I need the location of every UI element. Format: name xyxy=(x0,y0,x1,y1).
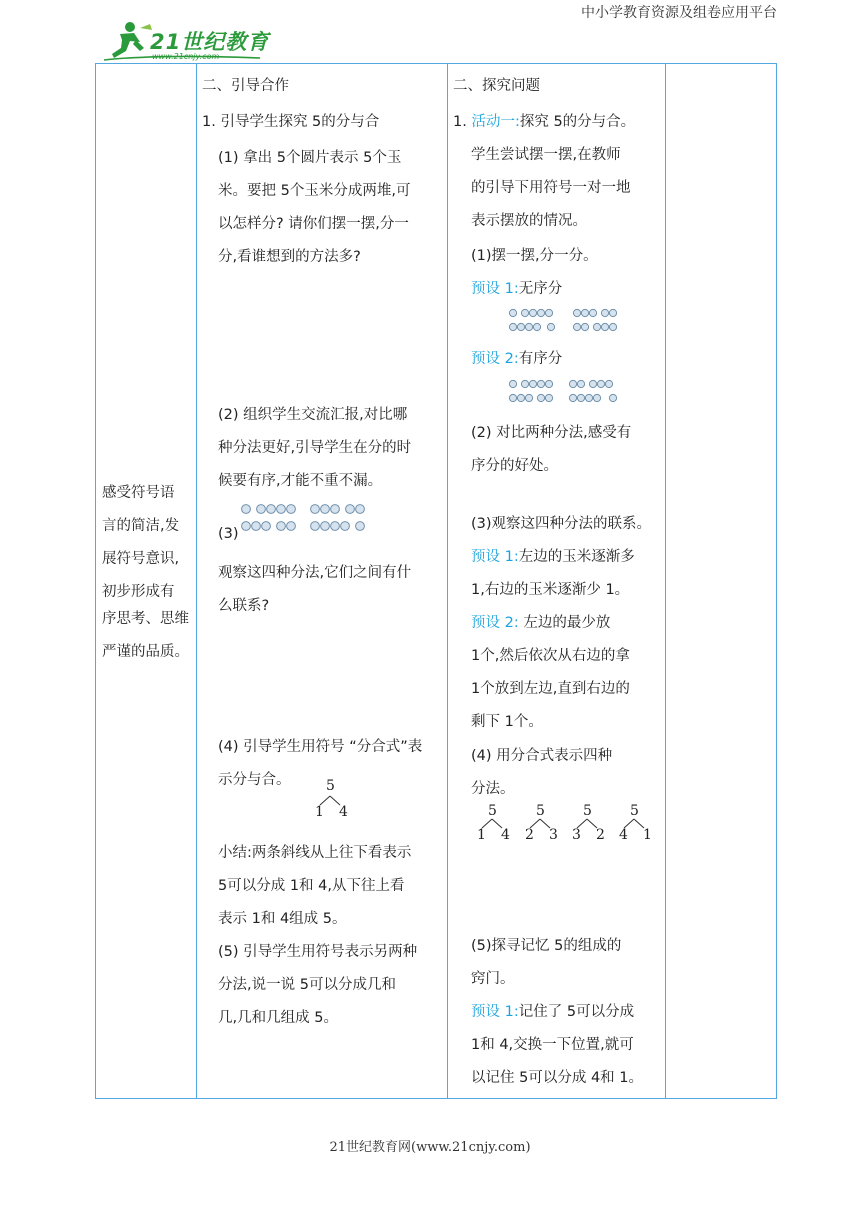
activity-label: 活动一: xyxy=(471,114,520,130)
preset-label: 预设 2: xyxy=(471,351,519,367)
tree-right: 4 xyxy=(339,804,348,820)
step3-label: (3) xyxy=(218,526,239,542)
tree-top: 5 xyxy=(326,778,335,794)
footer-text: 21世纪教育网(www.21cnjy.com) xyxy=(329,1140,531,1155)
question5-line: 窍门。 xyxy=(471,971,515,987)
preset2-line xyxy=(471,343,562,376)
split-tree xyxy=(312,778,352,824)
logo-url: www.21cnjy.com xyxy=(152,52,220,61)
tree-left: 1 xyxy=(477,827,486,843)
table-bottom-border xyxy=(95,1098,777,1099)
activity-text: 探究 5的分与合。 xyxy=(519,114,636,130)
tree-top: 5 xyxy=(583,803,592,819)
activity-num: 1. xyxy=(453,114,467,130)
table-top-border xyxy=(95,63,777,64)
preset-line: 1个,然后依次从右边的拿 xyxy=(471,648,630,664)
question4-line: 分法。 xyxy=(471,781,515,797)
tree-right: 2 xyxy=(596,827,605,843)
step2-line: (2) 组织学生交流汇报,对比哪 xyxy=(218,407,408,423)
preset-text: 有序分 xyxy=(518,351,563,367)
preset-label: 预设 2: xyxy=(471,615,519,631)
tree-right: 3 xyxy=(549,827,558,843)
step2-line: 种分法更好,引导学生在分的时 xyxy=(218,440,412,456)
intro-line: 的引导下用符号一对一地 xyxy=(471,180,631,196)
step3-line: 观察这四种分法,它们之间有什 xyxy=(218,565,412,581)
goal-line: 言的简洁,发 xyxy=(102,518,180,534)
step1-line: 分,看谁想到的方法多? xyxy=(218,249,361,265)
preset-line: 1,右边的玉米逐渐少 1。 xyxy=(471,582,630,598)
question2-line: 序分的好处。 xyxy=(471,458,558,474)
ordered-circles-illustration xyxy=(505,377,625,407)
preset-label: 预设 1: xyxy=(471,281,519,297)
step5-line: (5) 引导学生用符号表示另两种 xyxy=(218,944,418,960)
preset-line xyxy=(471,996,634,1029)
section-heading: 二、探究问题 xyxy=(453,78,540,94)
summary-line: 表示 1和 4组成 5。 xyxy=(218,911,347,927)
goal-line: 感受符号语 xyxy=(102,485,175,501)
logo-text: 21世纪教育 xyxy=(150,30,270,54)
tree-top: 5 xyxy=(630,803,639,819)
step5-line: 几,几和几组成 5。 xyxy=(218,1010,338,1026)
table-col-border xyxy=(95,63,96,1099)
step1-line: 米。要把 5个玉米分成两堆,可 xyxy=(218,183,411,199)
question3: (3)观察这四种分法的联系。 xyxy=(471,516,652,532)
preset-line: 1个放到左边,直到右边的 xyxy=(471,681,630,697)
preset-label: 预设 1: xyxy=(471,1004,519,1020)
preset-line: 以记住 5可以分成 4和 1。 xyxy=(471,1070,644,1086)
tree-right: 4 xyxy=(501,827,510,843)
tree-left: 2 xyxy=(525,827,534,843)
table-col-border xyxy=(665,63,666,1099)
question4-line: (4) 用分合式表示四种 xyxy=(471,748,613,764)
step2-line: 候要有序,才能不重不漏。 xyxy=(218,473,383,489)
tree-top: 5 xyxy=(488,803,497,819)
split-tree xyxy=(474,803,514,847)
table-col-border xyxy=(196,63,197,1099)
tree-right: 1 xyxy=(643,827,652,843)
table-col-border xyxy=(776,63,777,1099)
section-heading: 二、引导合作 xyxy=(202,78,289,94)
unordered-circles-illustration xyxy=(505,306,625,336)
question1: (1)摆一摆,分一分。 xyxy=(471,248,598,264)
tree-top: 5 xyxy=(536,803,545,819)
intro-line: 表示摆放的情况。 xyxy=(471,213,587,229)
preset-line xyxy=(471,541,635,574)
preset-text: 左边的玉米逐渐多 xyxy=(518,549,635,565)
preset-text: 左边的最少放 xyxy=(518,615,611,631)
preset-text: 无序分 xyxy=(518,281,563,297)
preset-line: 1和 4,交换一下位置,就可 xyxy=(471,1037,634,1053)
step1-line: (1) 拿出 5个圆片表示 5个玉 xyxy=(218,150,402,166)
step5-line: 分法,说一说 5可以分成几和 xyxy=(218,977,396,993)
step4-line: (4) 引导学生用符号 “分合式”表 xyxy=(218,739,423,755)
tree-left: 1 xyxy=(315,804,324,820)
preset-text: 记住了 5可以分成 xyxy=(518,1004,635,1020)
preset-line: 剩下 1个。 xyxy=(471,714,543,730)
table-col-border xyxy=(447,63,448,1099)
split-tree xyxy=(522,803,562,847)
preset-line xyxy=(471,607,610,640)
item-title: 1. 引导学生探究 5的分与合 xyxy=(202,114,380,130)
goal-line: 序思考、思维 xyxy=(102,611,189,627)
split-tree xyxy=(616,803,656,847)
split-tree xyxy=(569,803,609,847)
preset1-line xyxy=(471,273,562,306)
tree-left: 3 xyxy=(572,827,581,843)
question2-line: (2) 对比两种分法,感受有 xyxy=(471,425,632,441)
goal-line: 展符号意识, xyxy=(102,551,180,567)
preset-label: 预设 1: xyxy=(471,549,519,565)
summary-line: 5可以分成 1和 4,从下往上看 xyxy=(218,878,405,894)
question5-line: (5)探寻记忆 5的组成的 xyxy=(471,938,622,954)
platform-title: 中小学教育资源及组卷应用平台 xyxy=(581,5,777,21)
intro-line: 学生尝试摆一摆,在教师 xyxy=(471,147,621,163)
step4-line: 示分与合。 xyxy=(218,772,291,788)
step3-line: 么联系? xyxy=(218,598,270,614)
circle-groups-illustration xyxy=(238,500,388,536)
tree-left: 4 xyxy=(619,827,628,843)
step1-line: 以怎样分? 请你们摆一摆,分一 xyxy=(218,216,409,232)
goal-line: 严谨的品质。 xyxy=(102,644,189,660)
goal-line: 初步形成有 xyxy=(102,584,175,600)
summary-line: 小结:两条斜线从上往下看表示 xyxy=(218,845,412,861)
activity-line xyxy=(453,106,635,139)
